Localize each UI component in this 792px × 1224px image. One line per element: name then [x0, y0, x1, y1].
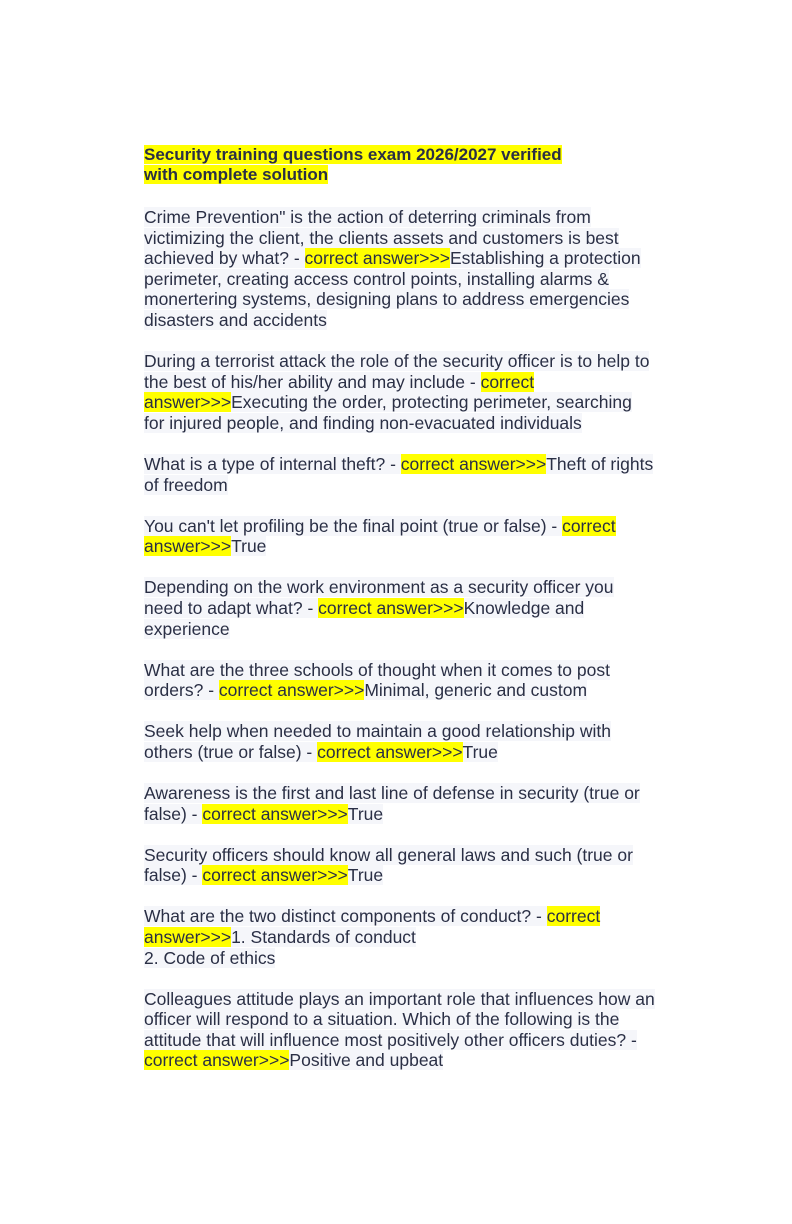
qa-item — [144, 845, 656, 886]
qa-item — [144, 783, 656, 824]
question-text: Security officers should know all general laws and such (true or false) - — [144, 844, 633, 886]
answer-marker: correct answer>>> — [144, 906, 601, 947]
answer-text: True — [347, 865, 384, 886]
qa-item — [144, 516, 656, 557]
question-text: Crime Prevention" is the action of deterring criminals from victimizing the client, the clients assets and customers is best achieved by what? - — [144, 207, 619, 269]
qa-item — [144, 660, 656, 701]
answer-text: True — [462, 741, 498, 762]
answer-text: 1. Standards of conduct 2. Code of ethics — [144, 926, 416, 968]
qa-item — [144, 721, 656, 762]
answer-marker: correct answer>>> — [400, 453, 547, 474]
question-text: What is a type of internal theft? - — [144, 453, 401, 474]
answer-marker: correct answer>>> — [318, 597, 464, 618]
qa-item — [144, 207, 656, 331]
answer-text: Theft of rights of freedom — [144, 453, 654, 495]
question-text: Awareness is the first and last line of defense in security (true or false) - — [144, 782, 640, 824]
qa-item — [144, 454, 656, 495]
qa-item — [144, 989, 656, 1071]
answer-marker: correct answer>>> — [317, 741, 463, 762]
answer-marker: correct answer>>> — [144, 515, 616, 557]
question-text: Seek help when needed to maintain a good relationship with others (true or false) - — [144, 721, 611, 762]
answer-marker: correct answer>>> — [144, 1050, 290, 1071]
question-text: What are the two distinct components of conduct? - — [144, 906, 547, 927]
document-title — [144, 145, 656, 185]
answer-text: True — [347, 803, 384, 824]
answer-text: True — [231, 536, 267, 557]
qa-item — [144, 577, 656, 639]
answer-text: Minimal, generic and custom — [364, 680, 588, 701]
qa-list — [144, 207, 656, 1071]
qa-item — [144, 906, 656, 968]
question-text: Colleagues attitude plays an important role that influences how an officer will respond to a situation. Which of the following is the attitude that will influence most positively other officers duties? - — [144, 988, 655, 1050]
answer-marker: correct answer>>> — [218, 680, 365, 701]
question-text: Depending on the work environment as a security officer you need to adapt what? - — [144, 577, 614, 618]
qa-item — [144, 351, 656, 433]
answer-text: Executing the order, protecting perimeter, searching for injured people, and finding non-evacuated individuals — [144, 392, 632, 433]
answer-marker: correct answer>>> — [202, 803, 348, 824]
question-text: During a terrorist attack the role of the security officer is to help to the best of his/her ability and may include - — [144, 351, 650, 392]
question-text: You can't let profiling be the final point (true or false) - — [144, 515, 563, 536]
answer-marker: correct answer>>> — [304, 248, 450, 269]
answer-marker: correct answer>>> — [144, 371, 535, 413]
answer-marker: correct answer>>> — [202, 865, 348, 886]
answer-text: Establishing a protection perimeter, creating access control points, installing alarms & monertering systems, designing plans to address emergencies disasters and accidents — [144, 248, 641, 330]
question-text: What are the three schools of thought when it comes to post orders? - — [144, 659, 610, 701]
document-body — [144, 145, 656, 1092]
document-title-text: Security training questions exam 2026/2027 verified with complete solution — [144, 145, 562, 184]
answer-text: Positive and upbeat — [289, 1050, 444, 1071]
answer-text: Knowledge and experience — [144, 597, 585, 639]
